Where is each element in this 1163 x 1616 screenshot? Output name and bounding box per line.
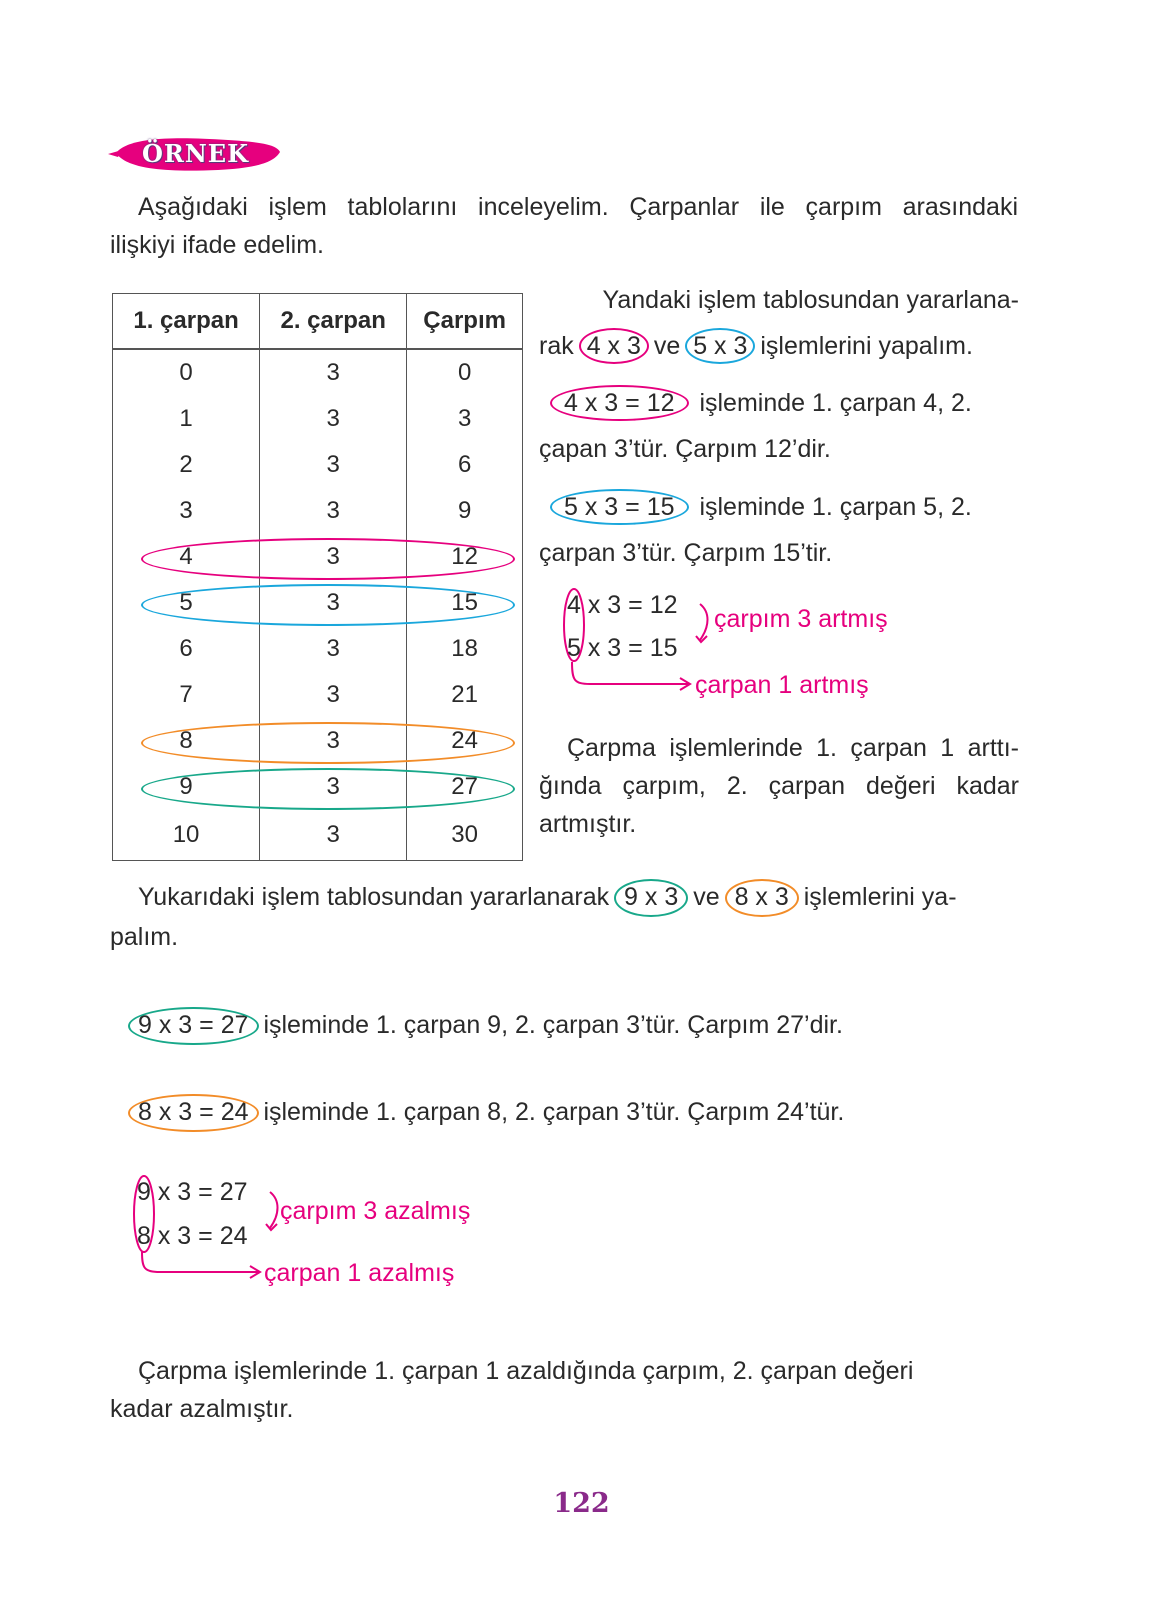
eq-9x3-27	[130, 1006, 257, 1044]
increase-eq-a-rest: x 3 = 12	[587, 591, 678, 619]
first-factor-cell: 4	[113, 534, 260, 580]
bottom-conclusion-line1: Çarpma işlemlerinde 1. çarpan 1 azaldığında çarpım, 2. çarpan değeri	[138, 1357, 914, 1385]
bottom-eq2-line	[130, 1093, 844, 1131]
op-4x3-text: 4 x 3	[586, 332, 641, 360]
increase-eq-a	[567, 586, 678, 624]
second-factor-cell: 3	[260, 672, 407, 718]
decrease-eq-b-first: 8	[137, 1222, 151, 1250]
right-p1-line2	[539, 327, 1019, 365]
right-eq1-text: işleminde 1. çarpan 4, 2.	[699, 389, 972, 417]
example-badge	[108, 130, 283, 176]
intro-line-2: ilişkiyi ifade edelim.	[110, 231, 324, 259]
first-factor-cell: 0	[113, 349, 260, 396]
eq-5x3-15-text: 5 x 3 = 15	[564, 493, 675, 521]
table-row	[113, 488, 523, 534]
bottom-p-suffix: işlemlerini ya-	[803, 883, 957, 911]
op-8x3-oval	[725, 879, 799, 917]
increase-eq-a-first: 4	[567, 591, 581, 619]
increase-eq-b-rest: x 3 = 15	[587, 634, 678, 662]
table-row	[113, 672, 523, 718]
increase-eq-b-first: 5	[567, 634, 581, 662]
first-factor-cell: 1	[113, 396, 260, 442]
row-highlight-oval	[141, 584, 515, 626]
increase-product-label: çarpım 3 artmış	[714, 605, 888, 633]
op-4x3-oval	[579, 328, 649, 364]
bottom-conclusion	[110, 1352, 1018, 1428]
row-highlight-oval	[141, 538, 515, 580]
header-second-factor: 2. çarpan	[260, 294, 407, 350]
op-9x3-text: 9 x 3	[624, 883, 679, 911]
right-eq2-text: işleminde 1. çarpan 5, 2.	[699, 493, 972, 521]
increase-eq-b	[567, 629, 678, 667]
product-cell: 21	[407, 672, 523, 718]
eq-5x3-15	[552, 488, 687, 526]
second-factor-cell: 3	[260, 810, 407, 861]
eq-4x3-12-oval	[550, 385, 689, 421]
product-cell: 0	[407, 349, 523, 396]
header-product: Çarpım	[407, 294, 523, 350]
right-p1-prefix: rak	[539, 332, 574, 360]
product-cell: 30	[407, 810, 523, 861]
right-eq2-line	[552, 488, 1019, 526]
first-factor-cell: 9	[113, 764, 260, 810]
eq-4x3-12	[552, 384, 687, 422]
eq-9x3-27-oval	[128, 1007, 259, 1045]
second-factor-cell: 3	[260, 626, 407, 672]
decrease-eq-a-first: 9	[137, 1178, 151, 1206]
op-9x3-oval	[614, 879, 688, 917]
table-row	[113, 626, 523, 672]
eq-8x3-24	[130, 1093, 257, 1131]
right-conclusion	[539, 729, 1019, 843]
right-conclusion-line2: ğında çarpım, 2. çarpan değeri kadar	[539, 772, 1019, 800]
second-factor-cell: 3	[260, 349, 407, 396]
table-row	[113, 349, 523, 396]
eq-5x3-15-oval	[550, 489, 689, 525]
op-5x3	[687, 327, 753, 365]
badge-label: ÖRNEK	[142, 138, 249, 168]
op-9x3	[616, 878, 686, 916]
product-cell: 6	[407, 442, 523, 488]
decrease-eq-a	[137, 1173, 248, 1211]
right-p1-suffix: işlemlerini yapalım.	[760, 332, 973, 360]
decrease-diagram	[128, 1170, 508, 1290]
product-cell: 27	[407, 764, 523, 810]
table-row	[113, 810, 523, 861]
bottom-eq2-text: işleminde 1. çarpan 8, 2. çarpan 3’tür. Çarpım 24’tür.	[263, 1098, 845, 1126]
table-row	[113, 442, 523, 488]
right-eq2-line2: çarpan 3’tür. Çarpım 15’tir.	[539, 539, 833, 567]
bottom-p-conj: ve	[693, 883, 720, 911]
table-row	[113, 396, 523, 442]
product-cell: 24	[407, 718, 523, 764]
page-number: 122	[553, 1488, 610, 1519]
decrease-eq-a-rest: x 3 = 27	[157, 1178, 248, 1206]
eq-8x3-24-text: 8 x 3 = 24	[138, 1098, 249, 1126]
bottom-eq1-line	[130, 1006, 843, 1044]
eq-9x3-27-text: 9 x 3 = 27	[138, 1011, 249, 1039]
row-highlight-oval	[141, 768, 515, 810]
op-5x3-text: 5 x 3	[693, 332, 748, 360]
second-factor-cell: 3	[260, 396, 407, 442]
second-factor-cell: 3	[260, 488, 407, 534]
product-cell: 18	[407, 626, 523, 672]
decrease-eq-b	[137, 1217, 248, 1255]
first-factor-cell: 10	[113, 810, 260, 861]
increase-factor-label: çarpan 1 artmış	[695, 671, 869, 699]
decrease-factor-label: çarpan 1 azalmış	[264, 1259, 455, 1287]
second-factor-cell: 3	[260, 534, 407, 580]
first-factor-cell: 3	[113, 488, 260, 534]
bottom-p-line2: palım.	[110, 923, 179, 951]
product-cell: 15	[407, 580, 523, 626]
decrease-product-label: çarpım 3 azalmış	[280, 1197, 471, 1225]
decrease-eq-b-rest: x 3 = 24	[157, 1222, 248, 1250]
product-cell: 9	[407, 488, 523, 534]
first-factor-cell: 6	[113, 626, 260, 672]
product-cell: 3	[407, 396, 523, 442]
second-factor-cell: 3	[260, 718, 407, 764]
right-eq1-line	[552, 384, 1019, 422]
right-conclusion-line3: artmıştır.	[539, 810, 637, 838]
op-5x3-oval	[685, 328, 755, 364]
first-factor-cell: 8	[113, 718, 260, 764]
right-p1-line1: Yandaki işlem tablosundan yararlana-	[602, 286, 1019, 314]
second-factor-cell: 3	[260, 442, 407, 488]
intro-paragraph	[110, 188, 1018, 264]
bottom-conclusion-line2: kadar azalmıştır.	[110, 1395, 294, 1423]
table-header-row	[113, 294, 523, 350]
right-p1-conj: ve	[653, 332, 681, 360]
eq-8x3-24-oval	[128, 1094, 259, 1132]
first-factor-cell: 5	[113, 580, 260, 626]
increase-diagram	[560, 584, 920, 704]
product-cell: 12	[407, 534, 523, 580]
op-8x3-text: 8 x 3	[734, 883, 789, 911]
first-factor-cell: 7	[113, 672, 260, 718]
eq-4x3-12-text: 4 x 3 = 12	[564, 389, 675, 417]
op-4x3	[581, 327, 647, 365]
right-eq1-line2: çapan 3’tür. Çarpım 12’dir.	[539, 435, 831, 463]
bottom-eq1-text: işleminde 1. çarpan 9, 2. çarpan 3’tür. Çarpım 27’dir.	[263, 1011, 843, 1039]
second-factor-cell: 3	[260, 580, 407, 626]
header-first-factor: 1. çarpan	[113, 294, 260, 350]
second-factor-cell: 3	[260, 764, 407, 810]
bottom-p-prefix: Yukarıdaki işlem tablosundan yararlanarak	[138, 883, 610, 911]
intro-line-1: Aşağıdaki işlem tablolarını inceleyelim. Çarpanlar ile çarpım arasındaki	[138, 193, 1018, 221]
op-8x3	[727, 878, 797, 916]
row-highlight-oval	[141, 722, 515, 764]
bottom-p-line1	[138, 878, 1018, 916]
right-conclusion-line1: Çarpma işlemlerinde 1. çarpan 1 arttı-	[567, 734, 1019, 762]
first-factor-cell: 2	[113, 442, 260, 488]
